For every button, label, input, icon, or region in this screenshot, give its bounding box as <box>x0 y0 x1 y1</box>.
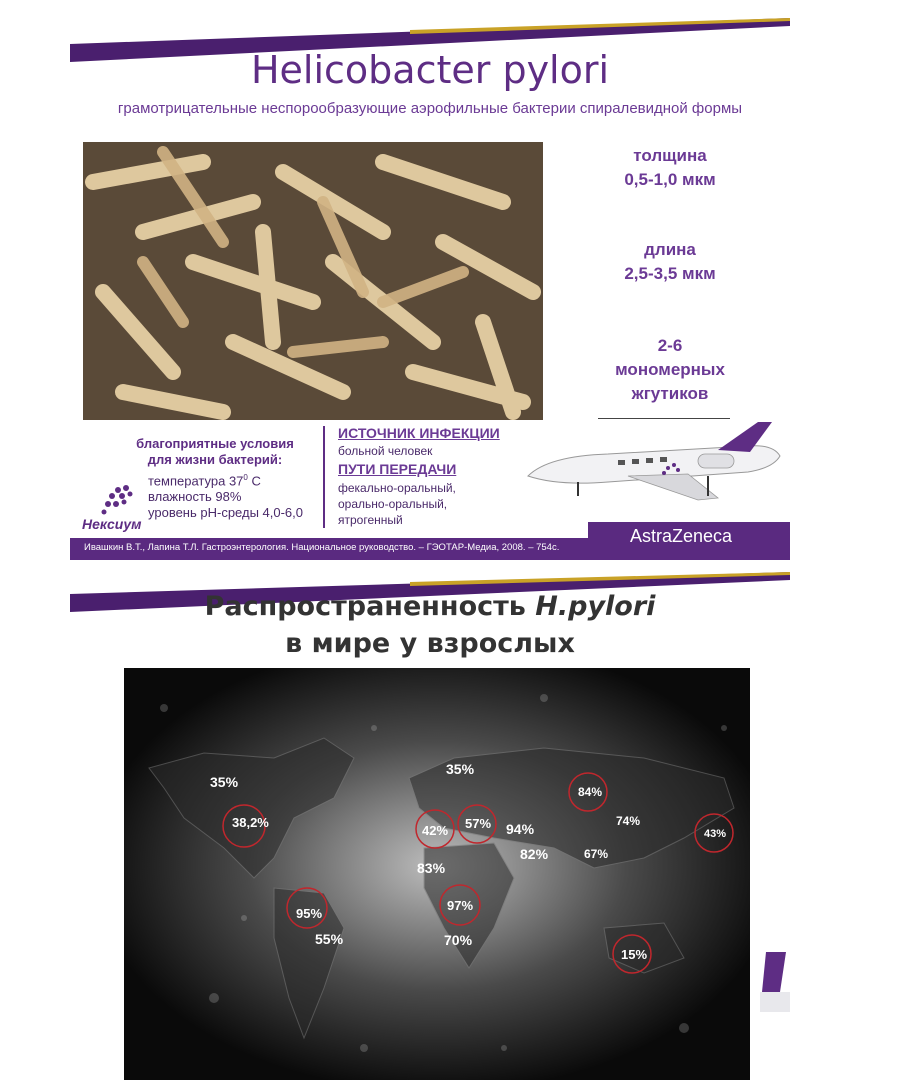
infection-source-value: больной человек <box>338 444 433 458</box>
map-label-east-asia: 74% <box>616 814 641 828</box>
transmission-routes <box>338 480 456 528</box>
vertical-divider <box>323 426 325 528</box>
map-label-australia: 15% <box>621 947 648 962</box>
slide-title: Helicobacter pylori <box>250 48 610 92</box>
map-label-north-europe: 35% <box>446 761 475 777</box>
slide-prevalence-map <box>70 572 790 1080</box>
fact-length: длина 2,5-3,5 мкм <box>624 240 716 283</box>
map-label-russia: 94% <box>506 821 535 837</box>
world-prevalence-map <box>124 668 750 1080</box>
map-label-africa-south: 70% <box>444 932 473 948</box>
map-label-south-america: 55% <box>315 931 344 947</box>
map-label-middle-east: 83% <box>417 860 446 876</box>
nexium-logo-icon <box>80 482 170 542</box>
conditions-list <box>148 470 303 521</box>
map-label-north-america: 38,2% <box>232 815 269 830</box>
condition-temperature: температура $37^0$ С <box>148 473 261 489</box>
nexium-logo-text: Нексиум <box>82 516 142 532</box>
map-label-eastern-europe: 57% <box>465 816 492 831</box>
infection-source-heading: ИСТОЧНИК ИНФЕКЦИИ <box>338 425 500 441</box>
title-species-italic: H.pylori <box>535 591 656 622</box>
citation-text: Ивашкин В.Т., Лапина Т.Л. Гастроэнтерология. Национальное руководство. – ГЭОТАР-Медиа, 2008. – 754с. <box>84 542 560 553</box>
fact-thickness: толщина 0,5-1,0 мкм <box>624 146 716 189</box>
transmission-route: ятрогенный <box>338 513 403 527</box>
transmission-route: орально-оральный, <box>338 497 448 511</box>
slide-subtitle: грамотрицательные неспорообразующие аэрофильные бактерии спиралевидной формы <box>117 100 743 117</box>
map-label-china: 67% <box>584 847 609 861</box>
conditions-heading: благоприятные условия для жизни бактерий: <box>136 436 294 467</box>
map-label-central-america: 95% <box>296 906 323 921</box>
map-label-north-america-west: 35% <box>210 774 239 790</box>
fact-flagella: 2-6 мономерных жгутиков <box>615 336 725 403</box>
jet-tail-fragment <box>760 952 790 1042</box>
slide-helicobacter-overview <box>70 18 790 560</box>
map-label-western-europe: 42% <box>422 823 449 838</box>
slide-title: Распространенность H.pylori в мире у взрослых <box>204 591 656 659</box>
condition-ph: уровень pH-среды 4,0-6,0 <box>148 505 304 521</box>
private-jet-image <box>518 416 790 526</box>
map-label-africa-north: 97% <box>447 898 474 913</box>
map-label-japan: 43% <box>704 828 727 840</box>
bacteria-micrograph-image <box>83 142 543 420</box>
transmission-heading: ПУТИ ПЕРЕДАЧИ <box>338 461 457 477</box>
map-label-siberia: 84% <box>578 785 603 799</box>
map-label-central-asia: 82% <box>520 846 549 862</box>
astrazeneca-logo-text: AstraZeneca <box>630 526 733 546</box>
transmission-route: фекально-оральный, <box>338 481 456 495</box>
condition-humidity: влажность 98% <box>148 489 242 505</box>
